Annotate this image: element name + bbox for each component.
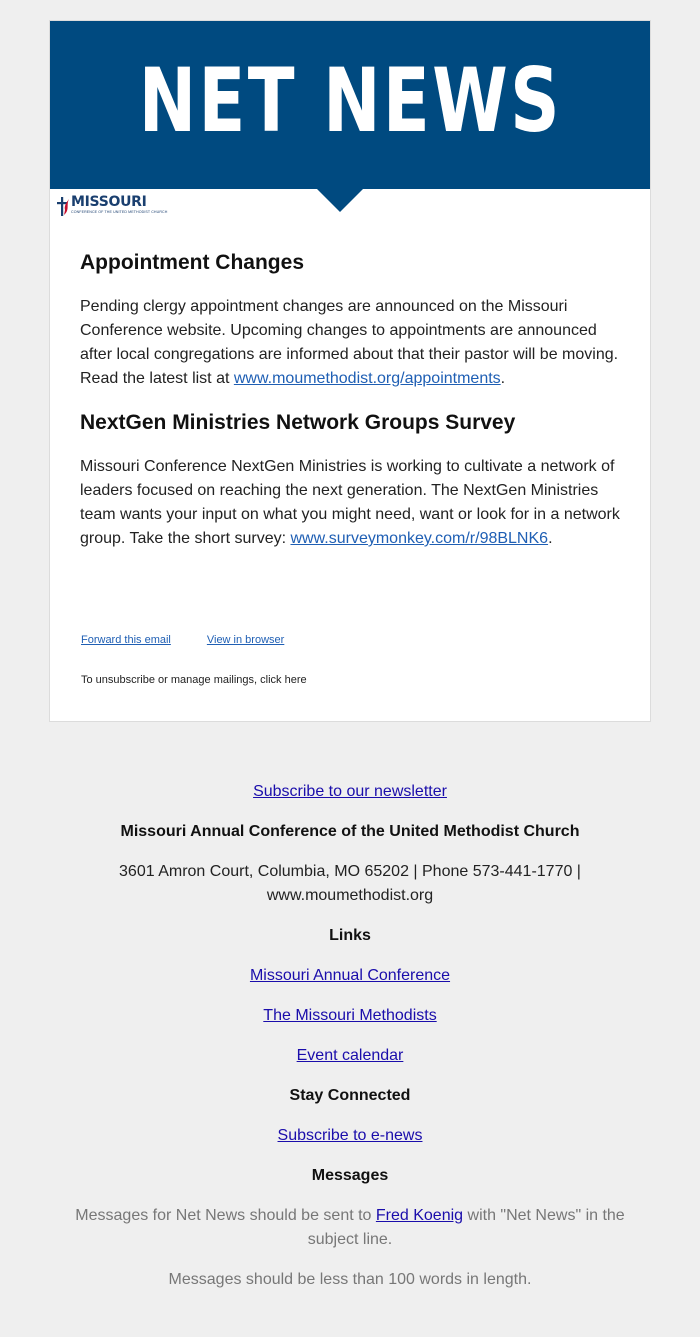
view-in-browser-link[interactable]: View in browser	[206, 634, 285, 646]
article-text-end: .	[548, 530, 553, 547]
article-text: Pending clergy appointment changes are announced on the Missouri Conference website. Upcoming changes to appointments are announced after local congregations are informed about that their pastor will be moving. Read the latest list at	[80, 298, 619, 387]
site-footer	[49, 780, 651, 1292]
article-body	[80, 295, 628, 391]
missouri-logo	[56, 195, 167, 217]
logo-subtitle: CONFERENCE OF THE UNITED METHODIST CHURCH	[71, 210, 168, 214]
address-line: 3601 Amron Court, Columbia, MO 65202 | Phone 573-441-1770 |	[119, 863, 581, 880]
cross-flame-icon	[56, 195, 70, 217]
stay-connected-heading: Stay Connected	[289, 1087, 411, 1104]
article-text-end: .	[500, 370, 506, 387]
website-text: www.moumethodist.org	[266, 887, 434, 904]
email-card	[49, 20, 651, 722]
banner-notch	[316, 188, 364, 212]
messages-heading: Messages	[311, 1167, 389, 1184]
article-heading: NextGen Ministries Network Groups Survey	[80, 411, 516, 434]
subscribe-newsletter-link[interactable]: Subscribe to our newsletter	[253, 783, 447, 800]
article-text: Missouri Conference NextGen Ministries is working to cultivate a network of leaders focused on reaching the next generation. The NextGen Ministries team wants your input on what you might need, want or look for in a network group. Take the short survey:	[80, 458, 620, 547]
article-heading: Appointment Changes	[80, 251, 304, 274]
event-calendar-link[interactable]: Event calendar	[296, 1047, 404, 1064]
survey-link[interactable]: www.surveymonkey.com/r/98BLNK6	[290, 530, 549, 547]
missouri-methodists-link[interactable]: The Missouri Methodists	[263, 1007, 437, 1024]
links-heading: Links	[329, 927, 371, 944]
org-name: Missouri Annual Conference of the United Methodist Church	[120, 823, 580, 840]
banner-title: NET NEWS	[138, 49, 562, 152]
subscribe-enews-link[interactable]: Subscribe to e-news	[277, 1127, 423, 1144]
fred-koenig-link[interactable]: Fred Koenig	[375, 1207, 464, 1224]
appointments-link[interactable]: www.moumethodist.org/appointments	[233, 370, 501, 387]
messages-instructions	[49, 1204, 651, 1252]
net-news-banner	[50, 21, 650, 189]
messages-limit: Messages should be less than 100 words in length.	[168, 1271, 532, 1288]
unsubscribe-link[interactable]: To unsubscribe or manage mailings, click here	[81, 674, 307, 686]
email-actions	[81, 634, 284, 646]
messages-text-end: with "Net News" in the subject line.	[307, 1207, 625, 1248]
messages-text: Messages for Net News should be sent to	[75, 1207, 376, 1224]
logo-word: MISSOURI	[71, 194, 147, 210]
article-body	[80, 455, 628, 551]
forward-email-link[interactable]: Forward this email	[81, 634, 171, 646]
missouri-conference-link[interactable]: Missouri Annual Conference	[249, 967, 451, 984]
newsletter-content	[80, 249, 628, 551]
